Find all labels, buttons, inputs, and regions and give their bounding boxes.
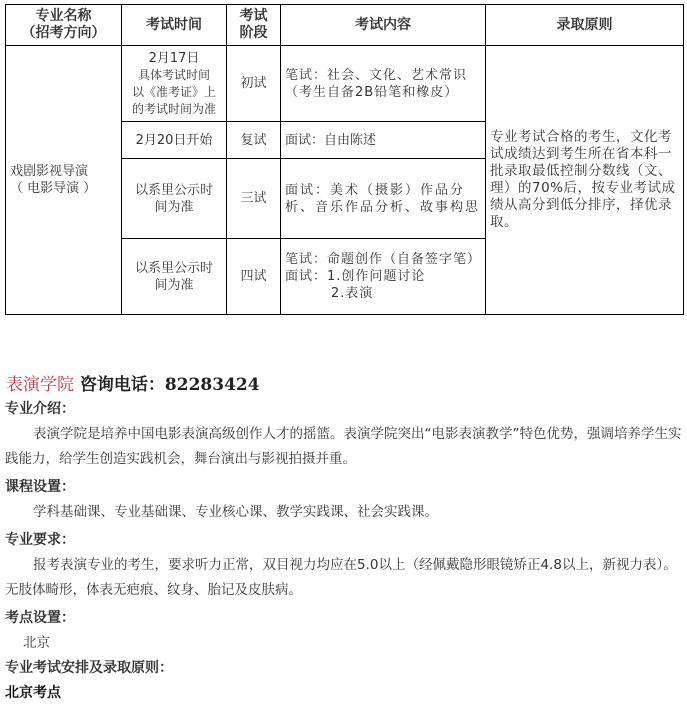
exam-content-cell: 面试：自由陈述	[281, 122, 486, 159]
exam-time-cell: 以系里公示时 间为准	[122, 159, 227, 239]
admission-principle-cell: 专业考试合格的考生，文化考试成绩达到考生所在省本科一批录取最低控制分数线（文、理）的70%后，按专业考试成绩从高分到低分排序，择优录取。	[486, 46, 684, 315]
exam-content-cell: 面试：美术（摄影）作品分析、音乐作品分析、故事构思	[281, 159, 486, 239]
courses-text: 学科基础课、专业基础课、专业核心课、教学实践课、社会实践课。	[33, 504, 438, 520]
requirements-heading: 专业要求：	[5, 532, 75, 548]
college-name: 表演学院	[6, 375, 74, 395]
phone-number: 82283424	[164, 375, 260, 395]
requirements-text: 报考表演专业的考生，要求听力正常，双目视力均应在5.0以上（经佩戴隐形眼镜矫正4.8以上，新视力表）。无肢体畸形，体表无疤痕、纹身、胎记及皮肤病。	[5, 557, 677, 598]
beijing-heading: 北京考点	[5, 685, 61, 701]
location-heading: 考点设置：	[5, 610, 75, 626]
major-cell: 戏剧影视导演 （ 电影导演 ）	[6, 46, 122, 315]
intro-text: 表演学院是培养中国电影表演高级创作人才的摇篮。表演学院突出“电影表演教学”特色优势，强调培养学生实践能力，给学生创造实践机会，舞台演出与影视拍摄并重。	[5, 426, 682, 467]
exam-time-cell: 以系里公示时 间为准	[122, 239, 227, 315]
table-row	[6, 46, 684, 122]
exam-content-cell: 笔试：命题创作（自备签字笔） 面试：1.创作问题讨论 2.表演	[281, 239, 486, 315]
arrangement-heading: 专业考试安排及录取原则：	[5, 660, 173, 676]
header-content: 考试内容	[281, 5, 486, 46]
exam-content-cell: 笔试：社会、文化、艺术常识 （考生自备2B铅笔和橡皮）	[281, 46, 486, 122]
header-stage: 考试 阶段	[227, 5, 281, 46]
location-text: 北京	[23, 635, 50, 651]
courses-heading: 课程设置：	[5, 479, 75, 495]
exam-schedule-table	[5, 4, 684, 315]
exam-stage-cell: 四试	[227, 239, 281, 315]
exam-stage-cell: 复试	[227, 122, 281, 159]
exam-stage-cell: 初试	[227, 46, 281, 122]
intro-heading: 专业介绍：	[5, 401, 75, 417]
college-details	[5, 397, 683, 706]
header-admission: 录取原则	[486, 5, 684, 46]
exam-time-cell: 2月17日 具体考试时间 以《准考证》上 的考试时间为准	[122, 46, 227, 122]
header-time: 考试时间	[122, 5, 227, 46]
table-header-row	[6, 5, 684, 46]
exam-stage-cell: 三试	[227, 159, 281, 239]
college-title	[6, 370, 260, 395]
phone-label: 咨询电话：	[79, 375, 165, 395]
exam-time-cell: 2月20日开始	[122, 122, 227, 159]
header-major: 专业名称 （招考方向）	[6, 5, 122, 46]
